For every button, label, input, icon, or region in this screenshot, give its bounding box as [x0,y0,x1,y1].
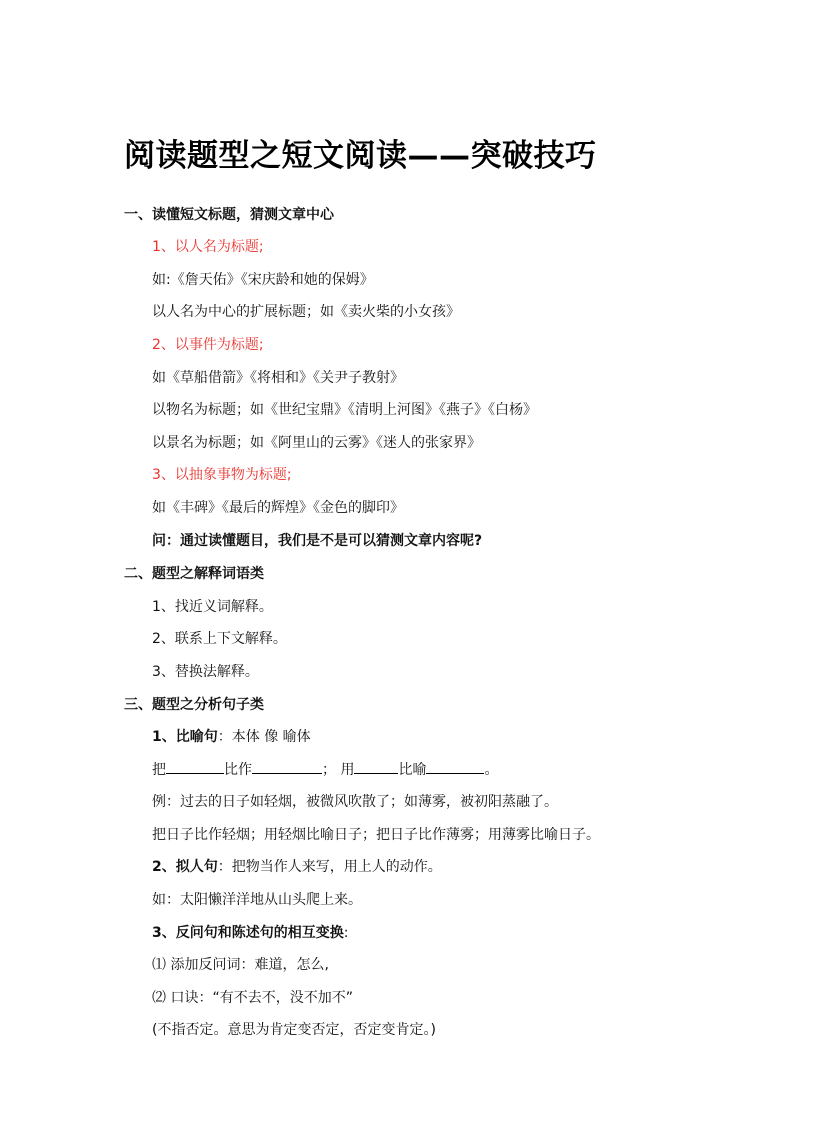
example-line: 例：过去的日子如轻烟，被微风吹散了；如薄雾，被初阳蒸融了。 [152,794,558,810]
section-2-heading: 二、题型之解释词语类 [124,566,264,582]
personification-label: 2、拟人句 [152,859,218,875]
page-title: 阅读题型之短文阅读——突破技巧 [124,138,597,174]
example-line: 以人名为中心的扩展标题；如《卖火柴的小女孩》 [152,304,460,320]
method-line: 2、联系上下文解释。 [152,631,287,647]
fill-text-d: 比喻 [398,762,427,778]
example-line: 以物名为标题；如《世纪宝鼎》《清明上河图》《燕子》《白杨》 [152,402,537,418]
personification-text: ：把物当作人来写，用上人的动作。 [217,859,442,875]
method-line: 1、找近义词解释。 [152,599,273,615]
fill-blank [252,761,322,774]
personification-line [152,858,442,876]
metaphor-label: 1、比喻句 [152,729,218,745]
fill-text-a: 把 [152,762,166,778]
question-line: 问：通过读懂题目，我们是不是可以猜测文章内容呢? [152,533,483,549]
example-line: 把日子比作轻烟；用轻烟比喻日子；把日子比作薄雾；用薄雾比喻日子。 [152,827,600,843]
rule-line: (不指否定。意思为肯定变否定，否定变肯定。) [152,1022,436,1038]
rule-line: ⑴ 添加反问词：难道，怎么, [152,957,329,973]
metaphor-text: ：本体 像 喻体 [217,729,311,745]
section-1-heading: 一、读懂短文标题，猜测文章中心 [124,207,334,223]
rule-line: ⑵ 口诀：“有不去不，没不加不” [152,990,353,1006]
example-line: 如《草船借箭》《将相和》《关尹子教射》 [152,370,404,386]
fill-text-c: ； 用 [322,762,355,778]
rhetorical-text: : [343,925,349,941]
method-line: 3、替换法解释。 [152,664,259,680]
fill-in-line [152,761,498,779]
example-line: 如:《詹天佑》《宋庆龄和她的保姆》 [152,272,374,288]
fill-text-e: 。 [484,762,499,778]
example-line: 以景名为标题；如《阿里山的云雾》《迷人的张家界》 [152,435,481,451]
subheading-abstract-title: 3、以抽象事物为标题; [152,467,292,483]
fill-blank [426,761,484,774]
subheading-event-title: 2、以事件为标题; [152,337,264,353]
metaphor-line [152,728,311,746]
fill-blank [354,761,398,774]
fill-text-b: 比作 [224,762,252,778]
fill-blank [166,761,224,774]
rhetorical-line [152,924,348,942]
subheading-person-title: 1、以人名为标题; [152,239,264,255]
section-3-heading: 三、题型之分析句子类 [124,697,264,713]
example-line: 如：太阳懒洋洋地从山头爬上来。 [152,892,362,908]
rhetorical-label: 3、反问句和陈述句的相互变换 [152,925,344,941]
example-line: 如《丰碑》《最后的辉煌》《金色的脚印》 [152,500,404,516]
